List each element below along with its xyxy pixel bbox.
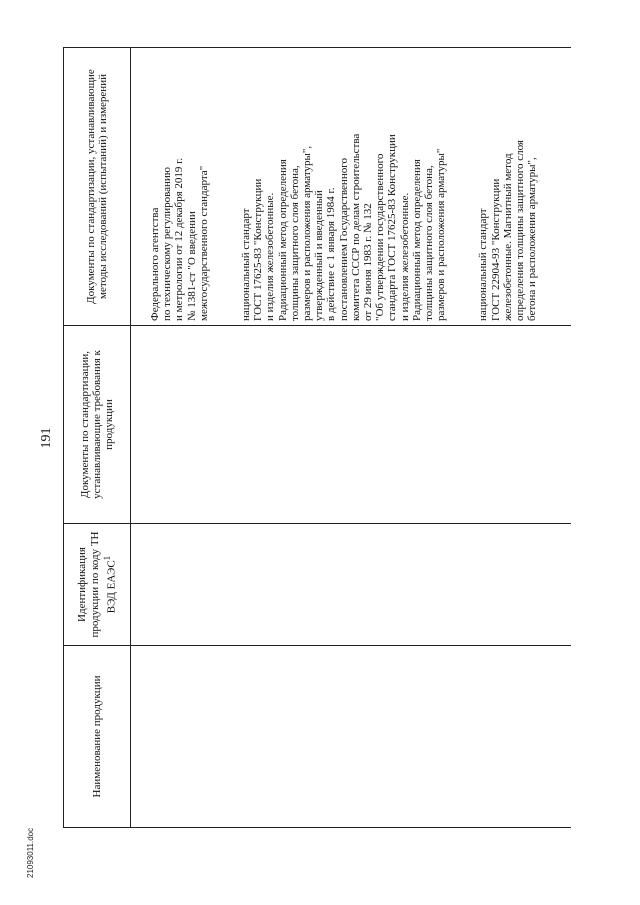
header-method-standards: Документы по стандартизации, устанавливающие методы исследований (испытаний) и измерений [64,48,131,326]
page-number: 191 [39,427,54,449]
header-requirement-standards: Документы по стандартизации, устанавливающие требования к продукции [64,326,131,524]
header-footnote-marker: 1 [101,555,112,561]
spacer [447,52,477,321]
cell-product-name [131,646,572,828]
methods-entry-gost-22904: национальный стандарт ГОСТ 22904-93 "Конструкции железобетонные. Магнитный метод определения толщины защитного слоя бетона и расположения арматуры", [477,140,539,321]
document-id: 21093011.doc [26,827,35,878]
cell-method-standards [131,48,572,326]
header-tn-ved-code: Идентификация продукции по коду ТН ВЭД ЕАЭС$^1$ [64,524,131,646]
table-header-row [64,48,131,828]
standards-table [63,47,571,828]
methods-entry-block1: Федерального агентства по техническому регулированию и метрологии от 12 декабря 2019 г. № 1381-ст "О введении межгосударственного стандарта" [149,157,210,321]
table-row [131,48,572,828]
cell-requirement-standards [131,326,572,524]
cell-tn-ved-code [131,524,572,646]
header-product-name: Наименование продукции [64,646,131,828]
rotated-sheet [39,48,573,828]
spacer [210,52,240,321]
methods-entry-gost-17625: национальный стандарт ГОСТ 17625-83 "Конструкции и изделия железобетонные. Радиационный метод определения толщины защитного слоя бетона, размеров и расположения арматуры", утвержденный и введенный в действие с 1 января 1984 г. постановлением Государственного комитета СССР по делам строительства от 29 июня 1983 г. № 132 "Об утверждении государственного стандарта ГОСТ 17625-83 Конструкции и изделия железобетонные. Радиационный метод определения толщины защитного слоя бетона, размеров и расположения арматуры" [240,133,448,321]
